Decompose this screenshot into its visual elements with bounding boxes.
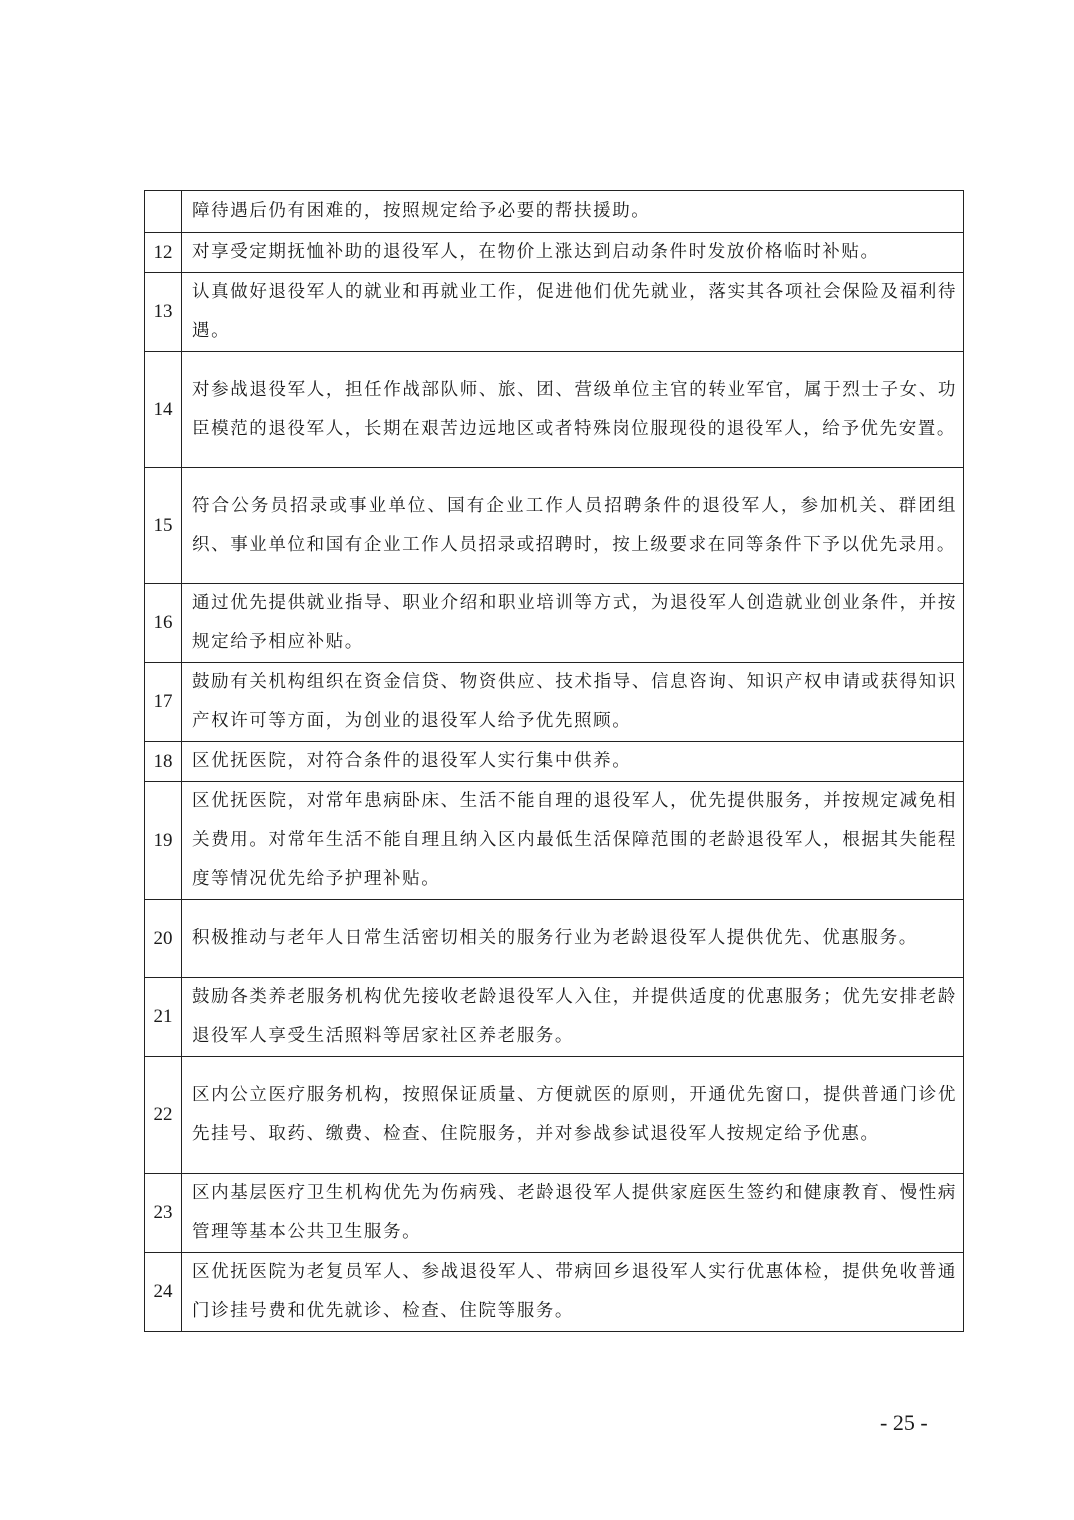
row-number: 20 (145, 900, 182, 978)
table-row (145, 663, 964, 742)
table-row (145, 742, 964, 782)
row-text: 区优抚医院为老复员军人、参战退役军人、带病回乡退役军人实行优惠体检，提供免收普通门诊挂号费和优先就诊、检查、住院等服务。 (182, 1253, 964, 1332)
row-number: 22 (145, 1057, 182, 1174)
row-text: 障待遇后仍有困难的，按照规定给予必要的帮扶援助。 (182, 191, 964, 233)
row-text: 鼓励有关机构组织在资金信贷、物资供应、技术指导、信息咨询、知识产权申请或获得知识产权许可等方面，为创业的退役军人给予优先照顾。 (182, 663, 964, 742)
row-text: 鼓励各类养老服务机构优先接收老龄退役军人入住，并提供适度的优惠服务；优先安排老龄退役军人享受生活照料等居家社区养老服务。 (182, 978, 964, 1057)
table-row (145, 900, 964, 978)
table-row (145, 233, 964, 273)
table-row (145, 273, 964, 352)
row-text: 区内公立医疗服务机构，按照保证质量、方便就医的原则，开通优先窗口，提供普通门诊优先挂号、取药、缴费、检查、住院服务，并对参战参试退役军人按规定给予优惠。 (182, 1057, 964, 1174)
table-row (145, 1253, 964, 1332)
table-row (145, 468, 964, 584)
row-number: 12 (145, 233, 182, 273)
table-row (145, 191, 964, 233)
table-row (145, 1057, 964, 1174)
row-text: 区优抚医院，对常年患病卧床、生活不能自理的退役军人，优先提供服务，并按规定减免相关费用。对常年生活不能自理且纳入区内最低生活保障范围的老龄退役军人，根据其失能程度等情况优先给予护理补贴。 (182, 782, 964, 900)
row-number: 24 (145, 1253, 182, 1332)
table-row (145, 352, 964, 468)
row-number: 21 (145, 978, 182, 1057)
row-text: 通过优先提供就业指导、职业介绍和职业培训等方式，为退役军人创造就业创业条件，并按规定给予相应补贴。 (182, 584, 964, 663)
row-text: 区优抚医院，对符合条件的退役军人实行集中供养。 (182, 742, 964, 782)
row-text: 对享受定期抚恤补助的退役军人，在物价上涨达到启动条件时发放价格临时补贴。 (182, 233, 964, 273)
table-row (145, 978, 964, 1057)
row-text: 对参战退役军人，担任作战部队师、旅、团、营级单位主官的转业军官，属于烈士子女、功臣模范的退役军人，长期在艰苦边远地区或者特殊岗位服现役的退役军人，给予优先安置。 (182, 352, 964, 468)
row-text: 符合公务员招录或事业单位、国有企业工作人员招聘条件的退役军人，参加机关、群团组织、事业单位和国有企业工作人员招录或招聘时，按上级要求在同等条件下予以优先录用。 (182, 468, 964, 584)
row-number: 15 (145, 468, 182, 584)
policy-table (144, 190, 964, 1332)
row-number: 23 (145, 1174, 182, 1253)
table-row (145, 1174, 964, 1253)
row-text: 区内基层医疗卫生机构优先为伤病残、老龄退役军人提供家庭医生签约和健康教育、慢性病管理等基本公共卫生服务。 (182, 1174, 964, 1253)
row-number: 18 (145, 742, 182, 782)
row-text: 认真做好退役军人的就业和再就业工作，促进他们优先就业，落实其各项社会保险及福利待遇。 (182, 273, 964, 352)
table-row (145, 782, 964, 900)
row-number (145, 191, 182, 233)
page-number: - 25 - (880, 1410, 928, 1435)
row-number: 19 (145, 782, 182, 900)
row-number: 16 (145, 584, 182, 663)
row-number: 14 (145, 352, 182, 468)
table-row (145, 584, 964, 663)
row-text: 积极推动与老年人日常生活密切相关的服务行业为老龄退役军人提供优先、优惠服务。 (182, 900, 964, 978)
row-number: 13 (145, 273, 182, 352)
row-number: 17 (145, 663, 182, 742)
